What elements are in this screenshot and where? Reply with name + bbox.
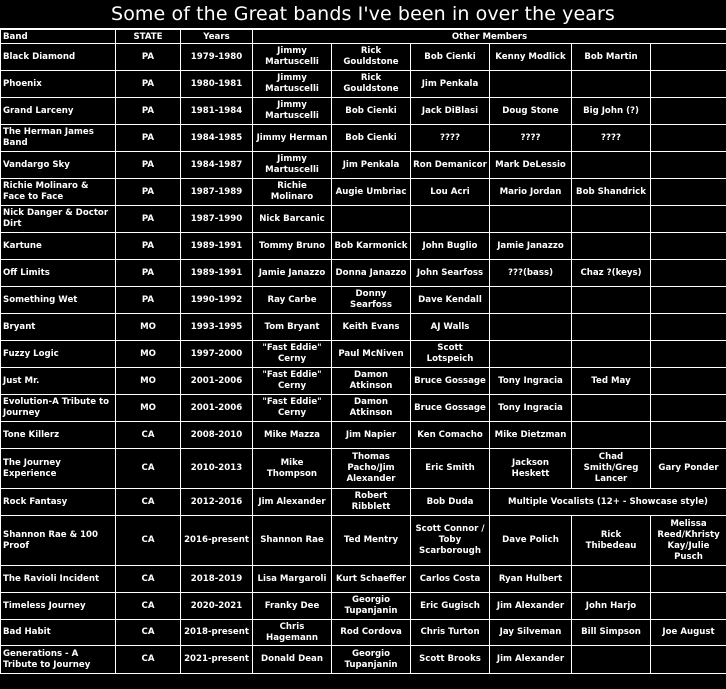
member-cell: Ray Carbe <box>253 287 332 314</box>
member-cell <box>651 179 726 206</box>
years-cell: 2001-2006 <box>181 395 253 422</box>
table-row <box>1 449 726 489</box>
band-name-cell: Generations - A Tribute to Journey <box>1 646 116 674</box>
member-cell: Scott Brooks <box>411 646 490 674</box>
years-cell: 1987-1990 <box>181 206 253 233</box>
member-cell: Chaz ?(keys) <box>572 260 651 287</box>
table-row <box>1 314 726 341</box>
state-cell: CA <box>116 422 181 449</box>
header-band: Band <box>1 30 116 44</box>
member-cell <box>332 206 411 233</box>
member-cell: Bob Duda <box>411 489 490 516</box>
member-cell: Jack DiBlasi <box>411 98 490 125</box>
member-cell: Dave Kendall <box>411 287 490 314</box>
member-cell: Damon Atkinson <box>332 368 411 395</box>
member-cell: Chris Turton <box>411 620 490 646</box>
member-cell: Bruce Gossage <box>411 395 490 422</box>
table-row <box>1 620 726 646</box>
band-name-cell: The Ravioli Incident <box>1 566 116 593</box>
member-cell: ???? <box>490 125 572 152</box>
member-cell <box>651 314 726 341</box>
band-name-cell: Shannon Rae & 100 Proof <box>1 516 116 566</box>
years-cell: 1997-2000 <box>181 341 253 368</box>
band-name-cell: Evolution-A Tribute to Journey <box>1 395 116 422</box>
years-cell: 2008-2010 <box>181 422 253 449</box>
member-cell: Mark DeLessio <box>490 152 572 179</box>
band-name-cell: The Herman James Band <box>1 125 116 152</box>
member-cell: Georgio Tupanjanin <box>332 646 411 674</box>
member-cell: Eric Smith <box>411 449 490 489</box>
member-cell: Bill Simpson <box>572 620 651 646</box>
years-cell: 1987-1989 <box>181 179 253 206</box>
table-row <box>1 287 726 314</box>
member-cell: Dave Polich <box>490 516 572 566</box>
member-cell <box>651 125 726 152</box>
state-cell: CA <box>116 566 181 593</box>
member-cell <box>490 71 572 98</box>
table-row <box>1 44 726 71</box>
band-name-cell: Just Mr. <box>1 368 116 395</box>
member-cell <box>572 341 651 368</box>
state-cell: MO <box>116 314 181 341</box>
years-cell: 1979-1980 <box>181 44 253 71</box>
state-cell: CA <box>116 620 181 646</box>
member-cell: Jimmy Martuscelli <box>253 71 332 98</box>
table-row <box>1 422 726 449</box>
member-cell: Tommy Bruno <box>253 233 332 260</box>
years-cell: 1981-1984 <box>181 98 253 125</box>
years-cell: 2001-2006 <box>181 368 253 395</box>
member-cell: Tony Ingracia <box>490 368 572 395</box>
member-cell: Kenny Modlick <box>490 44 572 71</box>
member-cell: Mario Jordan <box>490 179 572 206</box>
table-row <box>1 260 726 287</box>
table-row <box>1 71 726 98</box>
member-cell: Jimmy Martuscelli <box>253 152 332 179</box>
table-row <box>1 566 726 593</box>
member-cell: Jay Silveman <box>490 620 572 646</box>
member-cell <box>651 395 726 422</box>
member-cell: Bob Cienki <box>332 98 411 125</box>
table-body <box>1 44 726 674</box>
member-cell: Mike Mazza <box>253 422 332 449</box>
member-cell: Damon Atkinson <box>332 395 411 422</box>
member-cell <box>572 233 651 260</box>
bands-table <box>0 29 726 674</box>
table-row <box>1 98 726 125</box>
member-cell: ???? <box>572 125 651 152</box>
band-name-cell: Bryant <box>1 314 116 341</box>
member-cell: Jamie Janazzo <box>490 233 572 260</box>
band-name-cell: The Journey Experience <box>1 449 116 489</box>
years-cell: 2018-2019 <box>181 566 253 593</box>
member-cell <box>651 341 726 368</box>
years-cell: 1989-1991 <box>181 233 253 260</box>
member-cell: Jim Alexander <box>253 489 332 516</box>
band-name-cell: Rock Fantasy <box>1 489 116 516</box>
member-cell <box>651 233 726 260</box>
member-cell: Bob Cienki <box>332 125 411 152</box>
member-cell: Robert Ribblett <box>332 489 411 516</box>
member-cell: Chad Smith/Greg Lancer <box>572 449 651 489</box>
band-name-cell: Kartune <box>1 233 116 260</box>
member-cell: Eric Gugisch <box>411 593 490 620</box>
state-cell: PA <box>116 152 181 179</box>
band-name-cell: Richie Molinaro & Face to Face <box>1 179 116 206</box>
table-row <box>1 368 726 395</box>
member-cell: Bob Martin <box>572 44 651 71</box>
member-cell: Augie Umbriac <box>332 179 411 206</box>
member-cell <box>572 287 651 314</box>
band-name-cell: Black Diamond <box>1 44 116 71</box>
table-row <box>1 593 726 620</box>
state-cell: PA <box>116 44 181 71</box>
member-cell: Rick Gouldstone <box>332 44 411 71</box>
table-row <box>1 516 726 566</box>
table-row <box>1 233 726 260</box>
member-cell: Thomas Pacho/Jim Alexander <box>332 449 411 489</box>
member-cell: Nick Barcanic <box>253 206 332 233</box>
member-cell <box>651 260 726 287</box>
years-cell: 2016-present <box>181 516 253 566</box>
member-cell <box>490 206 572 233</box>
years-cell: 2018-present <box>181 620 253 646</box>
member-cell <box>490 341 572 368</box>
years-cell: 2021-present <box>181 646 253 674</box>
state-cell: MO <box>116 395 181 422</box>
band-name-cell: Fuzzy Logic <box>1 341 116 368</box>
years-cell: 1984-1985 <box>181 125 253 152</box>
member-cell: Ron Demanicor <box>411 152 490 179</box>
member-cell <box>572 395 651 422</box>
band-name-cell: Phoenix <box>1 71 116 98</box>
years-cell: 2010-2013 <box>181 449 253 489</box>
member-cell: Jamie Janazzo <box>253 260 332 287</box>
member-cell <box>572 422 651 449</box>
merged-note-cell: Multiple Vocalists (12+ - Showcase style) <box>490 489 726 516</box>
header-state: STATE <box>116 30 181 44</box>
years-cell: 1980-1981 <box>181 71 253 98</box>
member-cell: Ken Comacho <box>411 422 490 449</box>
state-cell: PA <box>116 98 181 125</box>
table-row <box>1 125 726 152</box>
member-cell: "Fast Eddie" Cerny <box>253 341 332 368</box>
years-cell: 2012-2016 <box>181 489 253 516</box>
state-cell: PA <box>116 179 181 206</box>
member-cell: Melissa Reed/Khristy Kay/Julie Pusch <box>651 516 726 566</box>
member-cell: Jimmy Martuscelli <box>253 44 332 71</box>
member-cell <box>651 287 726 314</box>
member-cell <box>651 646 726 674</box>
member-cell: Rod Cordova <box>332 620 411 646</box>
member-cell <box>572 314 651 341</box>
years-cell: 2020-2021 <box>181 593 253 620</box>
member-cell: Lou Acri <box>411 179 490 206</box>
state-cell: CA <box>116 593 181 620</box>
member-cell <box>490 314 572 341</box>
member-cell: Lisa Margaroli <box>253 566 332 593</box>
member-cell: Richie Molinaro <box>253 179 332 206</box>
member-cell: Donny Searfoss <box>332 287 411 314</box>
state-cell: PA <box>116 206 181 233</box>
band-name-cell: Something Wet <box>1 287 116 314</box>
years-cell: 1993-1995 <box>181 314 253 341</box>
state-cell: PA <box>116 233 181 260</box>
page-title: Some of the Great bands I've been in over the years <box>0 0 726 29</box>
band-name-cell: Tone Killerz <box>1 422 116 449</box>
state-cell: PA <box>116 287 181 314</box>
member-cell: Jimmy Martuscelli <box>253 98 332 125</box>
band-name-cell: Bad Habit <box>1 620 116 646</box>
member-cell: Jim Alexander <box>490 646 572 674</box>
member-cell: Donald Dean <box>253 646 332 674</box>
member-cell: Bob Shandrick <box>572 179 651 206</box>
member-cell: Scott Connor / Toby Scarborough <box>411 516 490 566</box>
header-row <box>1 30 726 44</box>
member-cell <box>651 44 726 71</box>
member-cell: Jimmy Herman <box>253 125 332 152</box>
member-cell: Mike Thompson <box>253 449 332 489</box>
table-row <box>1 395 726 422</box>
header-years: Years <box>181 30 253 44</box>
member-cell: Joe August <box>651 620 726 646</box>
state-cell: CA <box>116 516 181 566</box>
table-row <box>1 341 726 368</box>
member-cell <box>651 71 726 98</box>
member-cell: Bob Karmonick <box>332 233 411 260</box>
member-cell: Jim Penkala <box>332 152 411 179</box>
member-cell <box>651 593 726 620</box>
member-cell: Tom Bryant <box>253 314 332 341</box>
member-cell <box>651 368 726 395</box>
member-cell: Chris Hagemann <box>253 620 332 646</box>
member-cell: Ryan Hulbert <box>490 566 572 593</box>
state-cell: CA <box>116 449 181 489</box>
member-cell: Gary Ponder <box>651 449 726 489</box>
state-cell: CA <box>116 489 181 516</box>
member-cell: ???(bass) <box>490 260 572 287</box>
member-cell: Ted May <box>572 368 651 395</box>
state-cell: MO <box>116 341 181 368</box>
member-cell <box>651 98 726 125</box>
member-cell: John Searfoss <box>411 260 490 287</box>
member-cell <box>572 152 651 179</box>
member-cell: Rick Gouldstone <box>332 71 411 98</box>
member-cell: Mike Dietzman <box>490 422 572 449</box>
member-cell: Bob Cienki <box>411 44 490 71</box>
member-cell: Jim Napier <box>332 422 411 449</box>
member-cell: Donna Janazzo <box>332 260 411 287</box>
member-cell: Doug Stone <box>490 98 572 125</box>
member-cell <box>572 566 651 593</box>
years-cell: 1984-1987 <box>181 152 253 179</box>
member-cell <box>651 152 726 179</box>
member-cell: "Fast Eddie" Cerny <box>253 368 332 395</box>
table-row <box>1 206 726 233</box>
member-cell <box>572 71 651 98</box>
member-cell: "Fast Eddie" Cerny <box>253 395 332 422</box>
member-cell: ???? <box>411 125 490 152</box>
state-cell: PA <box>116 71 181 98</box>
member-cell: Shannon Rae <box>253 516 332 566</box>
table-row <box>1 646 726 674</box>
member-cell: Jim Alexander <box>490 593 572 620</box>
table-row <box>1 179 726 206</box>
member-cell <box>651 422 726 449</box>
state-cell: PA <box>116 125 181 152</box>
member-cell: Jim Penkala <box>411 71 490 98</box>
member-cell <box>651 206 726 233</box>
state-cell: PA <box>116 260 181 287</box>
table-row <box>1 152 726 179</box>
member-cell: Big John (?) <box>572 98 651 125</box>
member-cell <box>572 646 651 674</box>
years-cell: 1990-1992 <box>181 287 253 314</box>
state-cell: MO <box>116 368 181 395</box>
member-cell: AJ Walls <box>411 314 490 341</box>
band-name-cell: Grand Larceny <box>1 98 116 125</box>
member-cell <box>490 287 572 314</box>
member-cell: Kurt Schaeffer <box>332 566 411 593</box>
member-cell: John Harjo <box>572 593 651 620</box>
member-cell <box>651 566 726 593</box>
member-cell: Carlos Costa <box>411 566 490 593</box>
member-cell: Ted Mentry <box>332 516 411 566</box>
band-name-cell: Nick Danger & Doctor Dirt <box>1 206 116 233</box>
member-cell: Paul McNiven <box>332 341 411 368</box>
band-name-cell: Off Limits <box>1 260 116 287</box>
member-cell: Franky Dee <box>253 593 332 620</box>
member-cell: Bruce Gossage <box>411 368 490 395</box>
member-cell: Rick Thibedeau <box>572 516 651 566</box>
band-name-cell: Vandargo Sky <box>1 152 116 179</box>
band-name-cell: Timeless Journey <box>1 593 116 620</box>
header-other-members: Other Members <box>253 30 726 44</box>
member-cell: Georgio Tupanjanin <box>332 593 411 620</box>
member-cell: Keith Evans <box>332 314 411 341</box>
member-cell: Scott Lotspeich <box>411 341 490 368</box>
member-cell: Jackson Heskett <box>490 449 572 489</box>
member-cell <box>411 206 490 233</box>
member-cell: Tony Ingracia <box>490 395 572 422</box>
member-cell: John Buglio <box>411 233 490 260</box>
years-cell: 1989-1991 <box>181 260 253 287</box>
member-cell <box>572 206 651 233</box>
table-row <box>1 489 726 516</box>
state-cell: CA <box>116 646 181 674</box>
